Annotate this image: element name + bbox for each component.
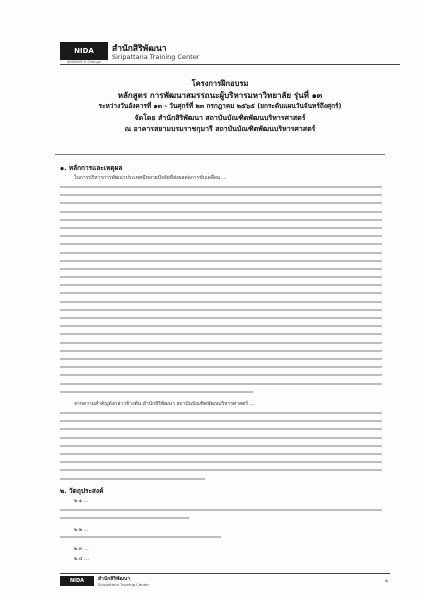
objective-2-2: ๒.๒ ... (74, 527, 89, 533)
title-divider (55, 154, 385, 155)
nida-logo: NIDA (60, 42, 108, 60)
section-1-heading: ๑. หลักการและเหตุผล (60, 164, 123, 172)
title-line-1: โครงการฝึกอบรม (191, 79, 249, 88)
footer-org-english: Siripattana Training Center (98, 582, 150, 587)
org-name-english: Siripattana Training Center (112, 53, 200, 61)
objective-2-4: ๒.๔ ... (74, 556, 90, 562)
page-number: ๑ (385, 579, 388, 584)
footer-nida-logo: NIDA (60, 576, 94, 586)
document-title-block (70, 78, 370, 136)
section-1-paragraph-2: จากความสำคัญดังกล่าวข้างต้น สำนักสิริพัฒนา สถาบันบัณฑิตพัฒนบริหารศาสตร์ ... (74, 401, 255, 407)
title-line-3: ระหว่างวันอังคารที่ ๑๓ - วันศุกร์ที่ ๒๓ กรกฎาคม ๒๕๖๕ (ยกระดับแผนวันจันทร์ถึงศุกร์) (98, 102, 342, 110)
org-name-thai: สำนักสิริพัฒนา (112, 44, 167, 54)
footer-org-thai: สำนักสิริพัฒนา (98, 576, 131, 582)
objective-2-1: ๒.๑ ... (74, 498, 89, 504)
section-1-paragraph-2-lines (60, 412, 382, 486)
letterhead (60, 40, 400, 65)
title-line-5: ณ อาคารสยามบรมราชกุมารี สถาบันบัณฑิตพัฒนบริหารศาสตร์ (124, 125, 316, 133)
objective-2-2-lines (60, 536, 382, 544)
section-1-paragraph-1-lines (60, 186, 382, 399)
section-2-heading: ๒. วัตถุประสงค์ (60, 487, 104, 495)
objective-2-1-lines (60, 509, 382, 525)
title-line-2: หลักสูตร การพัฒนาสมรรถนะผู้บริหารมหาวิทยาลัย รุ่นที่ ๑๓ (117, 90, 323, 100)
objective-2-3: ๒.๓ ... (74, 546, 89, 552)
nida-logo-tagline: WISDOM ✳ Change (67, 60, 101, 64)
title-line-4: จัดโดย สำนักสิริพัฒนา สถาบันบัณฑิตพัฒนบริหารศาสตร์ (134, 113, 306, 122)
section-1-paragraph-1: ในการบริหารการพัฒนาประเทศมีหลายปัจจัยที่ส่งผลต่อการขับเคลื่อน ... (74, 175, 227, 181)
